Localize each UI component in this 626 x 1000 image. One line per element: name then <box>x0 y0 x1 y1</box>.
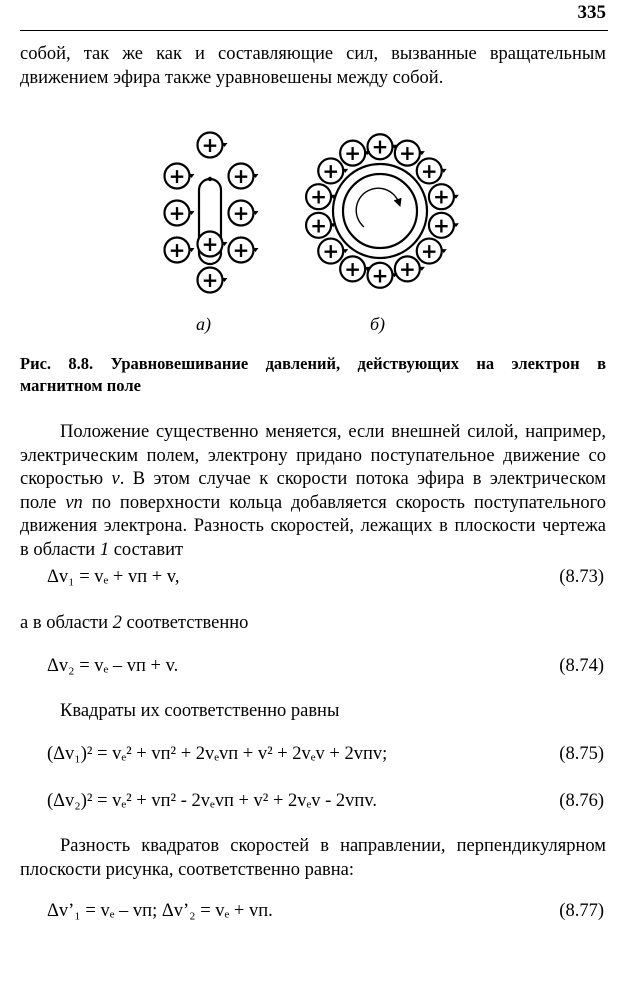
svg-text:+: + <box>232 164 250 188</box>
positive-charge-icon <box>340 141 370 166</box>
positive-charge-icon <box>165 201 195 226</box>
text-line-mid-2: Квадраты их соответственно равны <box>60 701 340 721</box>
svg-text:+: + <box>398 141 416 166</box>
positive-charge-icon <box>417 239 447 264</box>
outer-ring <box>333 164 427 258</box>
svg-text:+: + <box>201 268 219 292</box>
equation-body: Δv₁ = vₑ + vп + v, <box>47 567 180 587</box>
para1-line-2: электрическим полем, электрону придано поступательное движение со <box>20 445 606 466</box>
para2-line-2: плоскости рисунка, соответственно равна: <box>20 859 355 880</box>
para1-line-6: в области 1 составит <box>20 539 184 560</box>
svg-text:+: + <box>371 134 389 159</box>
figure-caption <box>20 353 606 397</box>
equation-number: (8.74) <box>559 656 604 676</box>
positive-charge-icon <box>340 256 370 281</box>
svg-text:+: + <box>310 184 327 209</box>
svg-text:+: + <box>201 133 219 157</box>
text-line-mid-1: а в области 2 соответственно <box>20 613 249 633</box>
svg-text:+: + <box>310 213 327 238</box>
equation-8-73 <box>47 567 604 591</box>
figure-label-b: б) <box>370 314 386 334</box>
positive-charge-icon <box>368 263 398 288</box>
positive-charge-icon <box>429 184 459 209</box>
svg-text:+: + <box>201 232 219 256</box>
equation-body: (Δv₂)² = vₑ² + vп² - 2vₑvп + v² + 2vₑv - 2vпv. <box>47 791 378 811</box>
figure-8-8 <box>0 125 626 340</box>
intro-line-2: движением эфира также уравновешены между собой. <box>20 67 444 88</box>
positive-charge-icon <box>417 158 447 183</box>
rotation-arrow-icon <box>356 188 399 227</box>
positive-charge-icon <box>306 213 336 238</box>
figure-drawing <box>0 125 626 340</box>
svg-text:+: + <box>371 263 389 288</box>
paragraph-1 <box>20 421 606 562</box>
svg-text:+: + <box>322 239 340 264</box>
page-number: 335 <box>577 2 606 23</box>
equation-8-75 <box>47 744 604 768</box>
equation-number: (8.76) <box>559 791 604 811</box>
equation-8-77 <box>47 901 604 925</box>
positive-charge-icon <box>198 133 228 158</box>
positive-charge-icon <box>368 134 398 159</box>
intro-paragraph <box>20 43 606 90</box>
inner-ring <box>343 174 417 248</box>
intro-line-1: собой, так же как и составляющие сил, вызванные вращательным <box>20 44 606 64</box>
svg-text:+: + <box>433 213 450 238</box>
para1-line-1: Положение существенно меняется, если внешней силой, например, <box>60 422 606 442</box>
svg-text:+: + <box>433 184 450 209</box>
paragraph-2 <box>20 835 606 882</box>
para2-line-1: Разность квадратов скоростей в направлении, перпендикулярном <box>60 836 606 856</box>
positive-charge-icon <box>429 213 459 238</box>
caption-line-2: магнитном поле <box>20 376 141 395</box>
positive-charge-icon <box>229 238 259 263</box>
svg-text:+: + <box>168 164 186 188</box>
current-dot-icon <box>208 177 212 181</box>
svg-text:+: + <box>398 256 416 281</box>
equation-body: Δv₂ = vₑ – vп + v. <box>47 656 179 676</box>
equation-number: (8.77) <box>559 901 604 921</box>
svg-text:+: + <box>232 201 250 225</box>
svg-text:+: + <box>420 239 438 264</box>
svg-text:+: + <box>168 238 186 262</box>
panel-b-diagram <box>306 134 459 288</box>
equation-body: Δv’₁ = vₑ – vп; Δv’₂ = vₑ + vп. <box>47 901 273 921</box>
svg-text:+: + <box>168 201 186 225</box>
equation-body: (Δv₁)² = vₑ² + vп² + 2vₑvп + v² + 2vₑv + 2vпv; <box>47 744 388 764</box>
svg-text:+: + <box>322 158 340 183</box>
positive-charge-icon <box>165 238 195 263</box>
equation-8-76 <box>47 791 604 815</box>
header-rule <box>20 30 608 31</box>
svg-text:+: + <box>344 141 362 166</box>
svg-text:+: + <box>232 238 250 262</box>
svg-text:+: + <box>420 158 438 183</box>
para1-line-3: скоростью v. В этом случае к скорости потока эфира в электрическом <box>20 469 606 489</box>
equation-number: (8.73) <box>559 567 604 587</box>
positive-charge-icon <box>229 164 259 189</box>
equation-number: (8.75) <box>559 744 604 764</box>
positive-charge-icon <box>198 232 228 257</box>
positive-charge-icon <box>306 184 336 209</box>
positive-charge-icon <box>165 164 195 189</box>
para1-line-5: движения электрона. Разность скоростей, лежащих в плоскости чертежа <box>20 516 606 536</box>
equation-8-74 <box>47 656 604 680</box>
panel-a-diagram <box>165 133 259 293</box>
positive-charge-icon <box>229 201 259 226</box>
caption-line-1: Рис. 8.8. Уравновешивание давлений, действующих на электрон в <box>20 354 606 373</box>
figure-label-a: а) <box>196 314 211 334</box>
para1-line-4: поле vп по поверхности кольца добавляется скорость поступательного <box>20 492 606 513</box>
svg-text:+: + <box>344 256 362 281</box>
positive-charge-icon <box>198 268 228 293</box>
